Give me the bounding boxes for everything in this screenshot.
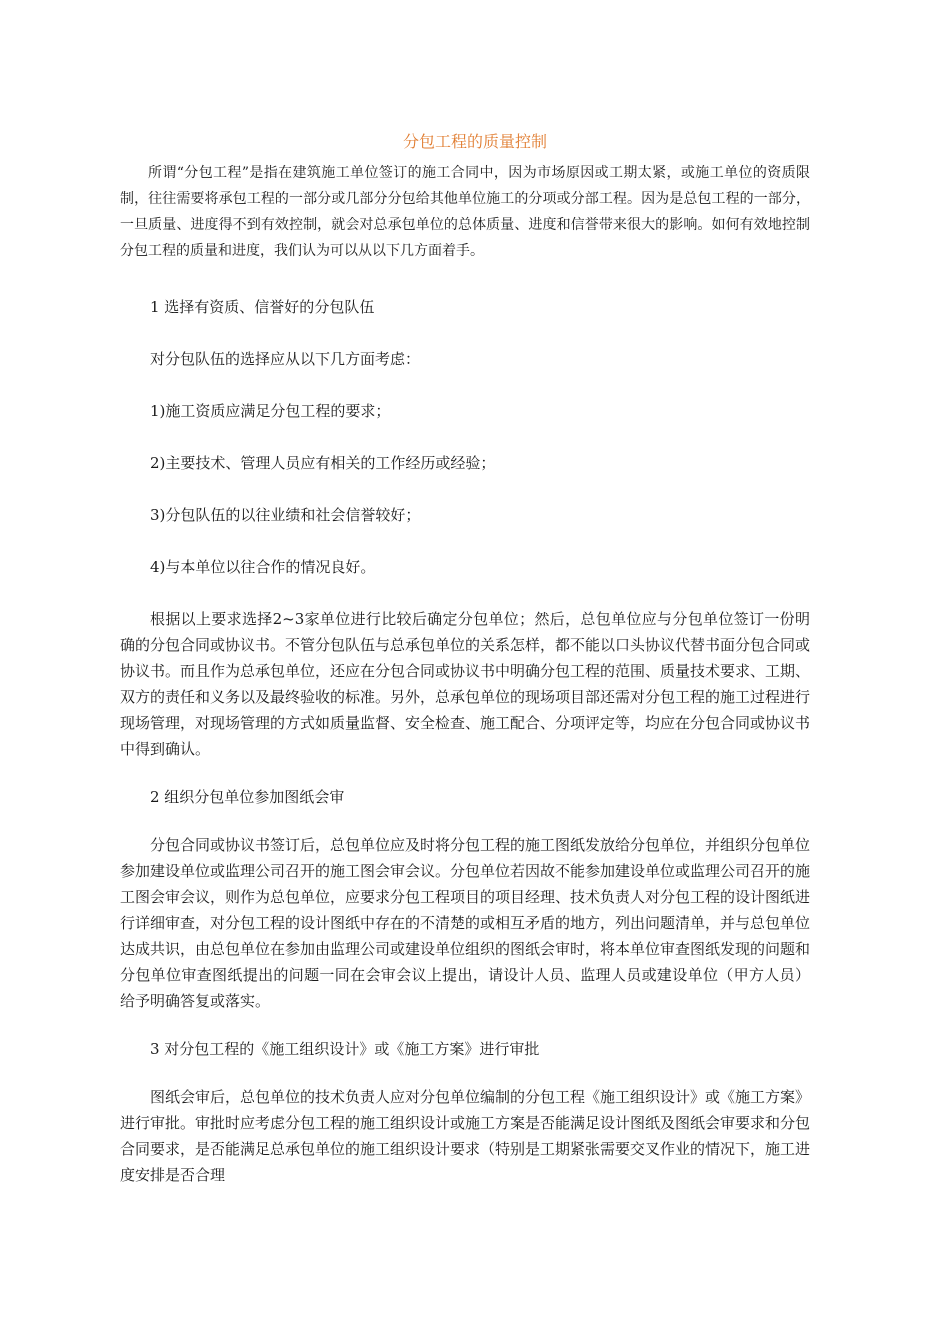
list-item-1: 1)施工资质应满足分包工程的要求； <box>150 402 391 420</box>
paragraph-plan-approval: 图纸会审后，总包单位的技术负责人应对分包单位编制的分包工程《施工组织设计》或《施工方案》进行审批。审批时应考虑分包工程的施工组织设计或施工方案是否能满足设计图纸及图纸会审要求和分包合同要求，是否能满足总承包单位的施工组织设计要求（特别是工期紧张需要交叉作业的情况下，施工进度安排是否合理 <box>120 1088 811 1184</box>
paragraph-drawing-review: 分包合同或协议书签订后，总包单位应及时将分包工程的施工图纸发放给分包单位，并组织分包单位参加建设单位或监理公司召开的施工图会审会议。分包单位若因故不能参加建设单位或监理公司召开的施工图会审会议，则作为总包单位，应要求分包工程项目的项目经理、技术负责人对分包工程的设计图纸进行详细审查，对分包工程的设计图纸中存在的不清楚的或相互矛盾的地方，列出问题清单，并与总包单位达成共识，由总包单位在参加由监理公司或建设单位组织的图纸会审时，将本单位审查图纸发现的问题和分包单位审查图纸提出的问题一同在会审会议上提出，请设计人员、监理人员或建设单位（甲方人员） 给予明确答复或落实。 <box>120 836 811 1010</box>
paragraph-contract: 根据以上要求选择2~3家单位进行比较后确定分包单位；然后，总包单位应与分包单位签订一份明确的分包合同或协议书。不管分包队伍与总承包单位的关系怎样，都不能以口头协议代替书面分包合同或协议书。而且作为总承包单位，还应在分包合同或协议书中明确分包工程的范围、质量技术要求、工期、双方的责任和义务以及最终验收的标准。另外，总承包单位的现场项目部还需对分包工程的施工过程进行现场管理，对现场管理的方式如质量监督、安全检查、施工配合、分项评定等，均应在分包合同或协议书中得到确认。 <box>120 610 811 758</box>
document-body <box>120 160 810 1188</box>
section-heading-1: 1 选择有资质、信誉好的分包队伍 <box>150 298 375 316</box>
list-item-3: 3)分包队伍的以往业绩和社会信誉较好； <box>150 506 421 524</box>
list-item-2: 2)主要技术、管理人员应有相关的工作经历或经验； <box>150 454 496 472</box>
page-title: 分包工程的质量控制 <box>402 132 547 151</box>
paragraph-selection-criteria: 对分包队伍的选择应从以下几方面考虑： <box>150 350 421 368</box>
section-heading-2: 2 组织分包单位参加图纸会审 <box>150 788 345 806</box>
list-item-4: 4)与本单位以往合作的情况良好。 <box>150 558 376 576</box>
intro-paragraph: 所谓“分包工程”是指在建筑施工单位签订的施工合同中，因为市场原因或工期太紧，或施工单位的资质限制，往往需要将承包工程的一部分或几部分分包给其他单位施工的分项或分部工程。因为是总包工程的一部分，一旦质量、进度得不到有效控制，就会对总承包单位的总体质量、进度和信誉带来很大的影响。如何有效地控制分包工程的质量和进度，我们认为可以从以下几方面着手。 <box>120 165 810 259</box>
section-heading-3: 3 对分包工程的《施工组织设计》或《施工方案》进行审批 <box>150 1040 540 1058</box>
